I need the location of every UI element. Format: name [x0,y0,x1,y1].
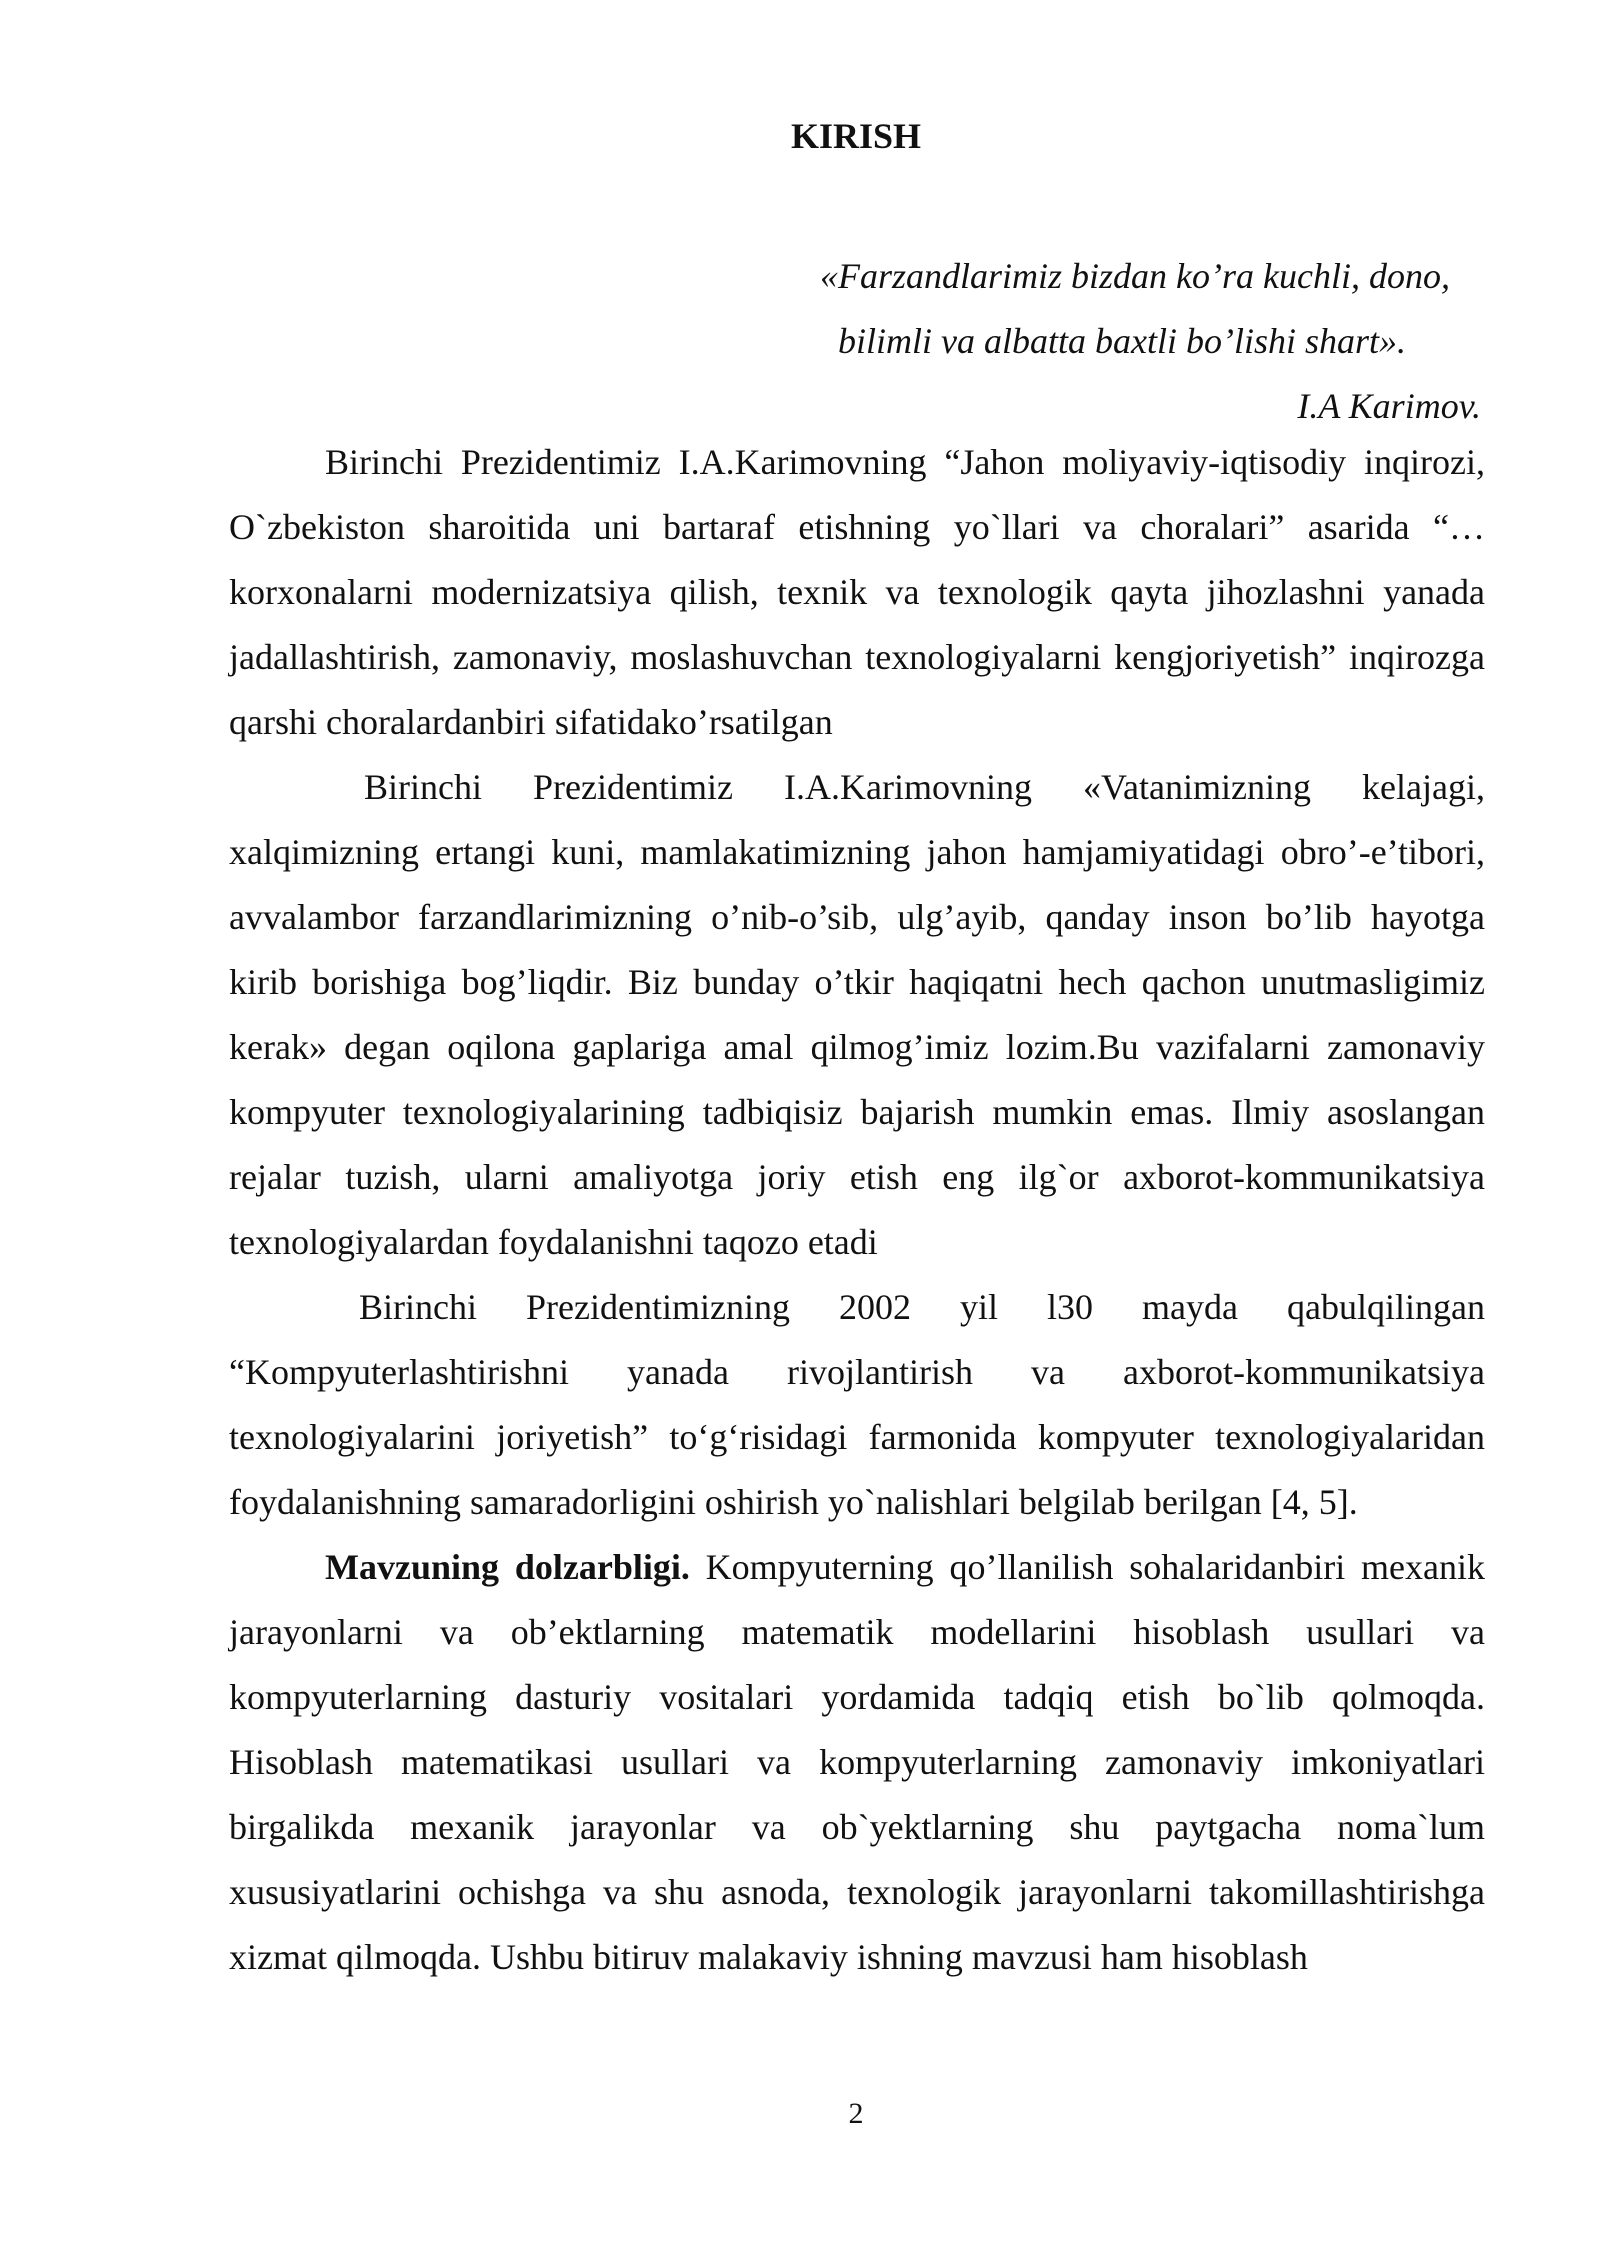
paragraph: Birinchi Prezidentimiz I.A.Karimovning “Jahon moliyaviy-iqtisodiy inqirozi, O`zbekiston sharoitida uni bartaraf etishning yo`llari va choralari” asarida “…korxonalarni modernizatsiya qilish, texnik va texnologik qayta jihozlashni yanada jadallashtirish, zamonaviy, moslashuvchan texnologiyalarni kengjoriyetish” inqirozga qarshi choralardanbiri sifatidako’rsatilgan [229,442,1485,742]
epigraph-line-2: bilimli va albatta baxtli bo’lishi shart». [838,321,1407,361]
epigraph-author: I.A Karimov. [1297,386,1481,426]
relevance-paragraph [229,1535,1485,1990]
document-body [229,430,1485,1990]
epigraph [820,244,1485,439]
page-number: 2 [848,2097,864,2130]
relevance-text: Kompyuterning qo’llanilish sohalaridanbiri mexanik jarayonlarni va ob’ektlarning matematik modellarini hisoblash usullari va kompyuterlarning dasturiy vositalari yordamida tadqiq etish bo`lib qolmoqda. Hisoblash matematikasi usullari va kompyuterlarning zamonaviy imkoniyatlari birgalikda mexanik jarayonlar va ob`yektlarning shu paytgacha noma`lum xususiyatlarini ochishga va shu asnoda, texnologik jarayonlarni takomillashtirishga xizmat qilmoqda. Ushbu bitiruv malakaviy ishning mavzusi ham hisoblash [229,1547,1485,1977]
section-lead: Mavzuning dolzarbligi. [325,1547,690,1587]
paragraph: Birinchi Prezidentimizning 2002 yil l30 mayda qabulqilingan “Kompyuterlashtirishni yanada rivojlantirish va axborot-kommunikatsiya texnologiyalarini joriyetish” to‘g‘risidagi farmonida kompyuter texnologiyalaridan foydalanishning samaradorligini oshirish yo`nalishlari belgilab berilgan [4, 5]. [229,1287,1485,1522]
epigraph-line-1: «Farzandlarimiz bizdan ko’ra kuchli, dono, [820,256,1450,296]
page-title: KIRISH [790,116,922,156]
paragraph: Birinchi Prezidentimiz I.A.Karimovning «Vatanimizning kelajagi, xalqimizning ertangi kuni, mamlakatimizning jahon hamjamiyatidagi obro’-e’tibori, avvalambor farzandlarimizning o’nib-o’sib, ulg’ayib, qanday inson bo’lib hayotga kirib borishiga bog’liqdir. Biz bunday o’tkir haqiqatni hech qachon unutmasligimiz kerak» degan oqilona gaplariga amal qilmog’imiz lozim.Bu vazifalarni zamonaviy kompyuter texnologiyalarining tadbiqisiz bajarish mumkin emas. Ilmiy asoslangan rejalar tuzish, ularni amaliyotga joriy etish eng ilg`or axborot-kommunikatsiya texnologiyalardan foydalanishni taqozo etadi [229,767,1485,1262]
